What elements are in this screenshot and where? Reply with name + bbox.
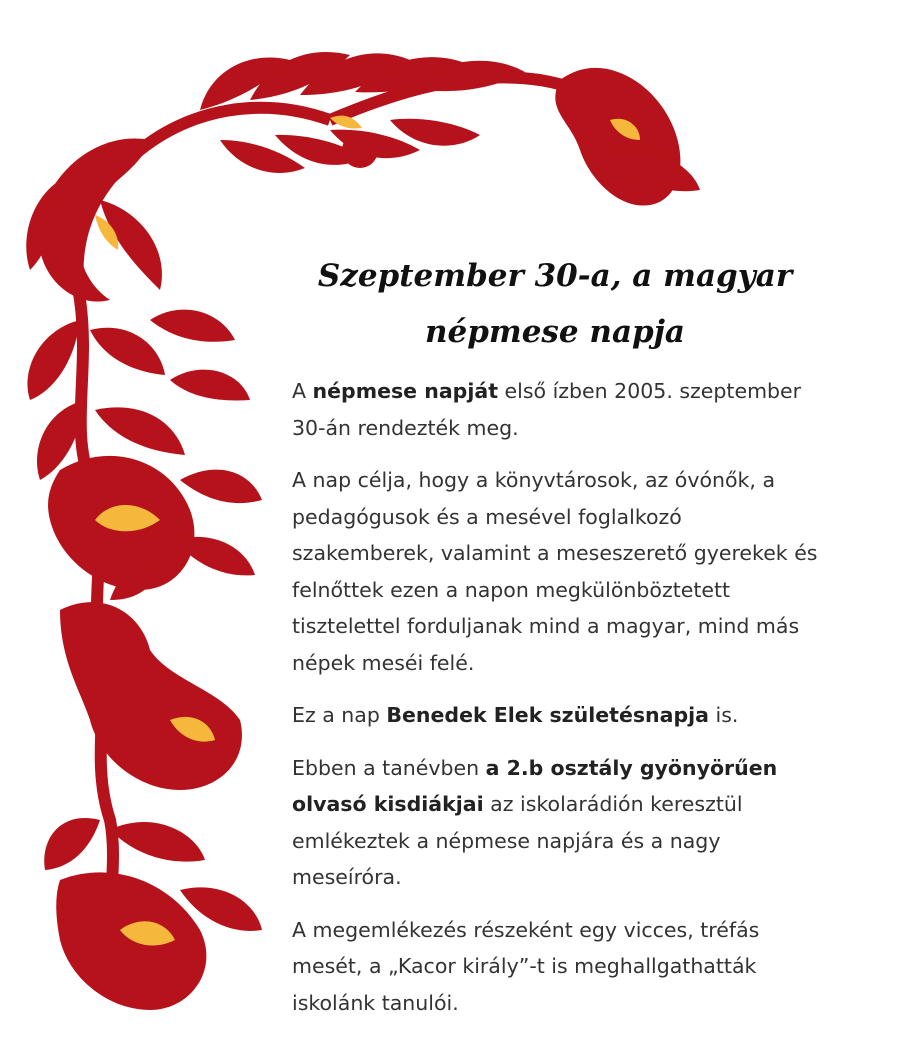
paragraph: Ebben a tanévben a 2.b osztály gyönyörűen olvasó kisdiákjai az iskolarádión keresztül emlékeztek a népmese napjára és a nagy meseíróra. bbox=[292, 755, 778, 889]
paragraph: Ez a nap Benedek Elek születésnapja is. bbox=[292, 703, 739, 727]
page-title: Szeptember 30-a, a magyar népmese napja bbox=[317, 258, 793, 350]
paragraph: A nap célja, hogy a könyvtárosok, az óvónők, a pedagógusok és a mesével foglalkozó szakemberek, valamint a meseszerető gyerekek és felnőttek ezen a napon megkülönböztetett tisztelettel forduljanak mind a magyar, mind más népek meséi felé. bbox=[292, 468, 818, 675]
bold-text: a 2.b osztály gyönyörűen olvasó kisdiákjai bbox=[292, 755, 778, 816]
article-body bbox=[292, 373, 822, 1037]
bold-text: népmese napját bbox=[312, 379, 498, 403]
bold-text: Benedek Elek születésnapja bbox=[386, 703, 710, 727]
paragraph: A megemlékezés részeként egy vicces, tréfás mesét, a „Kacor király”-t is meghallgathatták iskolánk tanulói. bbox=[292, 917, 760, 1015]
paragraph: A népmese napját első ízben 2005. szeptember 30-án rendezték meg. bbox=[292, 379, 802, 440]
